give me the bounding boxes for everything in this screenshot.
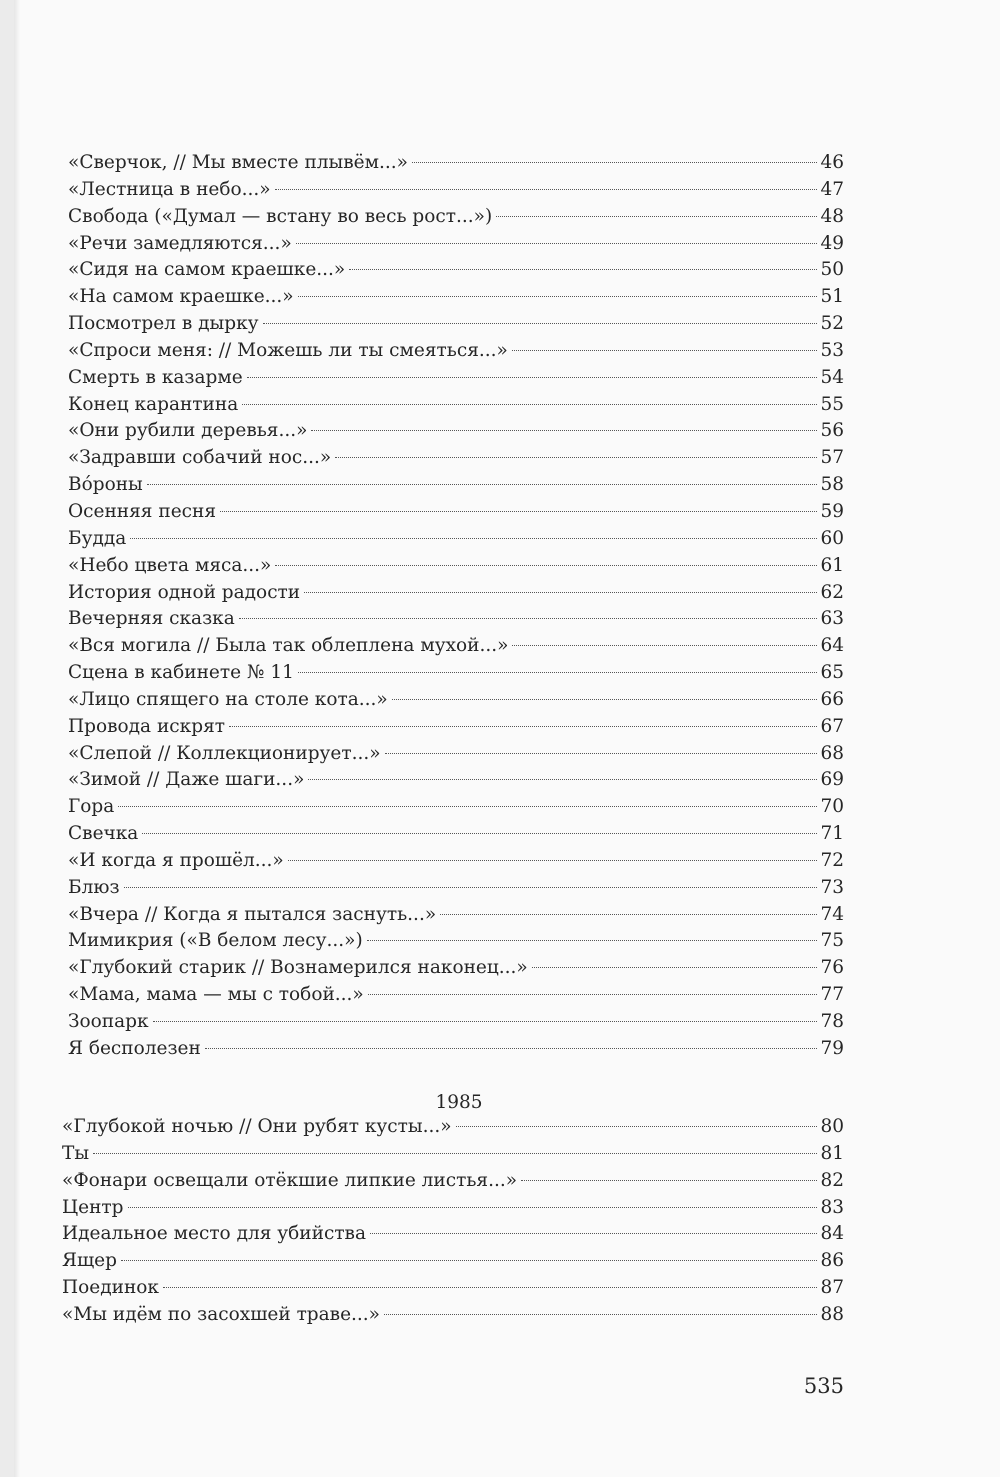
toc-entry-title: «Лестница в небо...» <box>68 178 271 200</box>
toc-entry <box>68 928 844 955</box>
toc-entry <box>68 580 844 607</box>
toc-entry <box>62 1114 844 1141</box>
toc-entry-page: 61 <box>820 554 844 576</box>
toc-entry-title: Идеальное место для убийства <box>62 1223 366 1245</box>
toc-entry-page: 65 <box>820 662 844 684</box>
dot-leader <box>298 296 818 297</box>
toc-entry-title: «Зимой // Даже шаги...» <box>68 769 305 791</box>
toc-entry-page: 80 <box>820 1116 844 1137</box>
toc-entry-title: «Фонари освещали отёкшие липкие листья...» <box>62 1169 518 1191</box>
toc-entry-title: «Глубокой ночью // Они рубят кусты...» <box>62 1116 452 1137</box>
toc-entry-page: 63 <box>820 608 844 630</box>
toc-entry <box>68 231 844 258</box>
toc-entry-title: «Они рубили деревья...» <box>68 420 308 442</box>
toc-entry-page: 78 <box>820 1011 844 1032</box>
dot-leader <box>512 645 817 646</box>
toc-entry-page: 46 <box>820 152 844 173</box>
toc-entry-page: 59 <box>820 500 844 522</box>
toc-entry-title: Сцена в кабинете № 11 <box>68 662 294 684</box>
toc-entry <box>68 392 844 419</box>
dot-leader <box>239 618 818 619</box>
toc-entry <box>68 365 844 392</box>
toc-entry <box>68 257 844 284</box>
dot-leader <box>205 1048 818 1049</box>
toc-entry-page: 70 <box>820 796 844 818</box>
dot-leader <box>275 565 817 566</box>
book-page <box>14 0 1000 1477</box>
toc-entry-page: 67 <box>820 715 844 737</box>
toc-entry-title: Блюз <box>68 876 120 898</box>
toc-entry-page: 77 <box>820 984 844 1006</box>
toc-entry <box>68 1036 844 1063</box>
toc-entry-page: 62 <box>820 581 844 603</box>
toc-entry <box>68 714 844 741</box>
toc-entry <box>68 767 844 794</box>
toc-entry-title: «Слепой // Коллекционирует...» <box>68 742 381 764</box>
dot-leader <box>367 940 818 941</box>
toc-entry-title: Провода искрят <box>68 715 225 737</box>
toc-entry-title: «Лицо спящего на столе кота...» <box>68 688 388 710</box>
dot-leader <box>440 914 817 915</box>
dot-leader <box>304 592 817 593</box>
dot-leader <box>121 1260 818 1261</box>
toc-entry-title: Посмотрел в дырку <box>68 313 259 335</box>
toc-entry-page: 53 <box>820 339 844 361</box>
toc-entry-page: 75 <box>820 930 844 952</box>
dot-leader <box>229 726 817 727</box>
toc-entry-title: «Задравши собачий нос...» <box>68 447 332 469</box>
dot-leader <box>142 833 817 834</box>
dot-leader <box>385 753 818 754</box>
toc-entry <box>68 606 844 633</box>
toc-entry <box>68 204 844 231</box>
toc-entry <box>68 741 844 768</box>
toc-entry-title: Зоопарк <box>68 1011 149 1032</box>
toc-entry-page: 73 <box>820 876 844 898</box>
toc-entry-title: «Сверчок, // Мы вместе плывём...» <box>68 152 408 173</box>
toc-entry <box>62 1168 844 1195</box>
toc-entry <box>68 150 844 177</box>
toc-entry-title: Гора <box>68 796 115 818</box>
dot-leader <box>247 377 818 378</box>
toc-entry-title: История одной радости <box>68 581 301 603</box>
toc-entry-page: 69 <box>820 769 844 791</box>
toc-entry-title: Мимикрия («В белом лесу...») <box>68 930 363 952</box>
dot-leader <box>512 350 818 351</box>
toc-entry-title: «Вся могила // Была так облеплена мухой...» <box>68 635 509 657</box>
dot-leader <box>128 1207 818 1208</box>
toc-entry <box>68 794 844 821</box>
toc-list <box>68 150 844 1063</box>
toc-entry-page: 72 <box>820 849 844 871</box>
dot-leader <box>153 1021 818 1022</box>
toc-entry <box>68 445 844 472</box>
toc-entry <box>68 499 844 526</box>
toc-entry-title: Свечка <box>68 823 139 845</box>
toc-entry <box>68 902 844 929</box>
toc-entry-page: 71 <box>820 823 844 845</box>
dot-leader <box>118 806 817 807</box>
toc-entry-page: 84 <box>820 1223 844 1245</box>
toc-entry-title: «Мы идём по засохшей траве...» <box>62 1303 380 1325</box>
toc-entry-page: 79 <box>820 1037 844 1059</box>
toc-entry <box>68 553 844 580</box>
toc-entry-page: 82 <box>820 1169 844 1191</box>
dot-leader <box>521 1180 817 1181</box>
toc-entry-page: 47 <box>820 178 844 200</box>
toc-entry <box>68 418 844 445</box>
toc-entry <box>68 177 844 204</box>
toc-entry-title: Осенняя песня <box>68 500 216 522</box>
dot-leader <box>298 672 818 673</box>
toc-entry-title: «Спроси меня: // Можешь ли ты смеяться...» <box>68 339 508 361</box>
toc-list-1985 <box>62 1114 844 1329</box>
dot-leader <box>275 189 818 190</box>
toc-entry <box>68 284 844 311</box>
toc-entry <box>68 633 844 660</box>
toc-entry-page: 83 <box>820 1196 844 1218</box>
toc-entry-title: «Небо цвета мяса...» <box>68 554 272 576</box>
dot-leader <box>147 484 818 485</box>
dot-leader <box>384 1314 817 1315</box>
dot-leader <box>496 216 817 217</box>
toc-entry-page: 50 <box>820 259 844 281</box>
toc-entry <box>62 1248 844 1275</box>
toc-entry-page: 58 <box>820 474 844 496</box>
dot-leader <box>263 323 818 324</box>
dot-leader <box>124 887 818 888</box>
toc-entry <box>68 660 844 687</box>
dot-leader <box>311 430 817 431</box>
toc-entry <box>62 1141 844 1168</box>
toc-entry-title: Смерть в казарме <box>68 366 243 388</box>
toc-entry-title: Поединок <box>62 1277 159 1299</box>
toc-entry <box>68 982 844 1009</box>
toc-entry <box>68 1009 844 1036</box>
page-number: 535 <box>803 1374 844 1398</box>
dot-leader <box>296 243 818 244</box>
section-year-heading: 1985 <box>435 1092 483 1113</box>
toc-entry-page: 66 <box>820 688 844 710</box>
toc-entry-title: Центр <box>62 1196 124 1218</box>
toc-entry-title: Вечерняя сказка <box>68 608 235 630</box>
dot-leader <box>392 699 818 700</box>
toc-entry-page: 51 <box>820 286 844 308</box>
dot-leader <box>93 1153 817 1154</box>
toc-entry-title: «Глубокий старик // Вознамерился наконец...» <box>68 957 528 979</box>
dot-leader <box>456 1126 818 1127</box>
toc-entry <box>62 1275 844 1302</box>
toc-entry-title: «Речи замедляются...» <box>68 232 292 254</box>
toc-entry <box>68 338 844 365</box>
toc-entry-title: Я бесполезен <box>68 1037 201 1059</box>
toc-entry <box>68 955 844 982</box>
toc-entry-page: 49 <box>820 232 844 254</box>
toc-entry <box>68 526 844 553</box>
toc-entry-page: 48 <box>820 205 844 227</box>
dot-leader <box>308 779 817 780</box>
toc-entry-title: Свобода («Думал — встану во весь рост...») <box>68 205 493 227</box>
dot-leader <box>130 538 817 539</box>
toc-entry-page: 86 <box>820 1250 844 1272</box>
dot-leader <box>532 967 818 968</box>
toc-entry-page: 64 <box>820 635 844 657</box>
toc-entry-page: 88 <box>820 1303 844 1325</box>
dot-leader <box>288 860 818 861</box>
toc-entry-title: «Вчера // Когда я пытался заснуть...» <box>68 903 437 925</box>
dot-leader <box>220 511 817 512</box>
toc-entry-title: Будда <box>68 527 127 549</box>
toc-entry <box>68 311 844 338</box>
toc-entry-title: «На самом краешке...» <box>68 286 294 308</box>
toc-entry-page: 54 <box>820 366 844 388</box>
toc-entry-page: 52 <box>820 313 844 335</box>
toc-entry-page: 81 <box>820 1142 844 1164</box>
toc-entry-page: 74 <box>820 903 844 925</box>
toc-entry-title: Ящер <box>62 1250 117 1272</box>
dot-leader <box>370 1233 817 1234</box>
dot-leader <box>412 162 817 163</box>
toc-entry-page: 87 <box>820 1277 844 1299</box>
toc-entry <box>68 821 844 848</box>
toc-entry <box>68 875 844 902</box>
toc-entry-title: «Сидя на самом краешке...» <box>68 259 346 281</box>
dot-leader <box>242 404 817 405</box>
toc-entry-title: «Мама, мама — мы с тобой...» <box>68 984 364 1006</box>
toc-entry-page: 56 <box>820 420 844 442</box>
toc-entry <box>62 1302 844 1329</box>
toc-entry-page: 76 <box>820 957 844 979</box>
toc-entry <box>68 472 844 499</box>
dot-leader <box>335 457 817 458</box>
dot-leader <box>163 1287 817 1288</box>
toc-entry <box>62 1195 844 1222</box>
toc-entry <box>68 687 844 714</box>
toc-entry-page: 55 <box>820 393 844 415</box>
toc-entry <box>68 848 844 875</box>
toc-entry-title: Ты <box>62 1142 90 1164</box>
dot-leader <box>349 269 817 270</box>
toc-entry-title: «И когда я прошёл...» <box>68 849 284 871</box>
dot-leader <box>368 994 818 995</box>
toc-entry-title: Конец карантина <box>68 393 239 415</box>
toc-entry-page: 60 <box>820 527 844 549</box>
toc-entry-page: 68 <box>820 742 844 764</box>
toc-entry-page: 57 <box>820 447 844 469</box>
toc-entry-title: Во́роны <box>68 474 143 496</box>
toc-entry <box>62 1221 844 1248</box>
